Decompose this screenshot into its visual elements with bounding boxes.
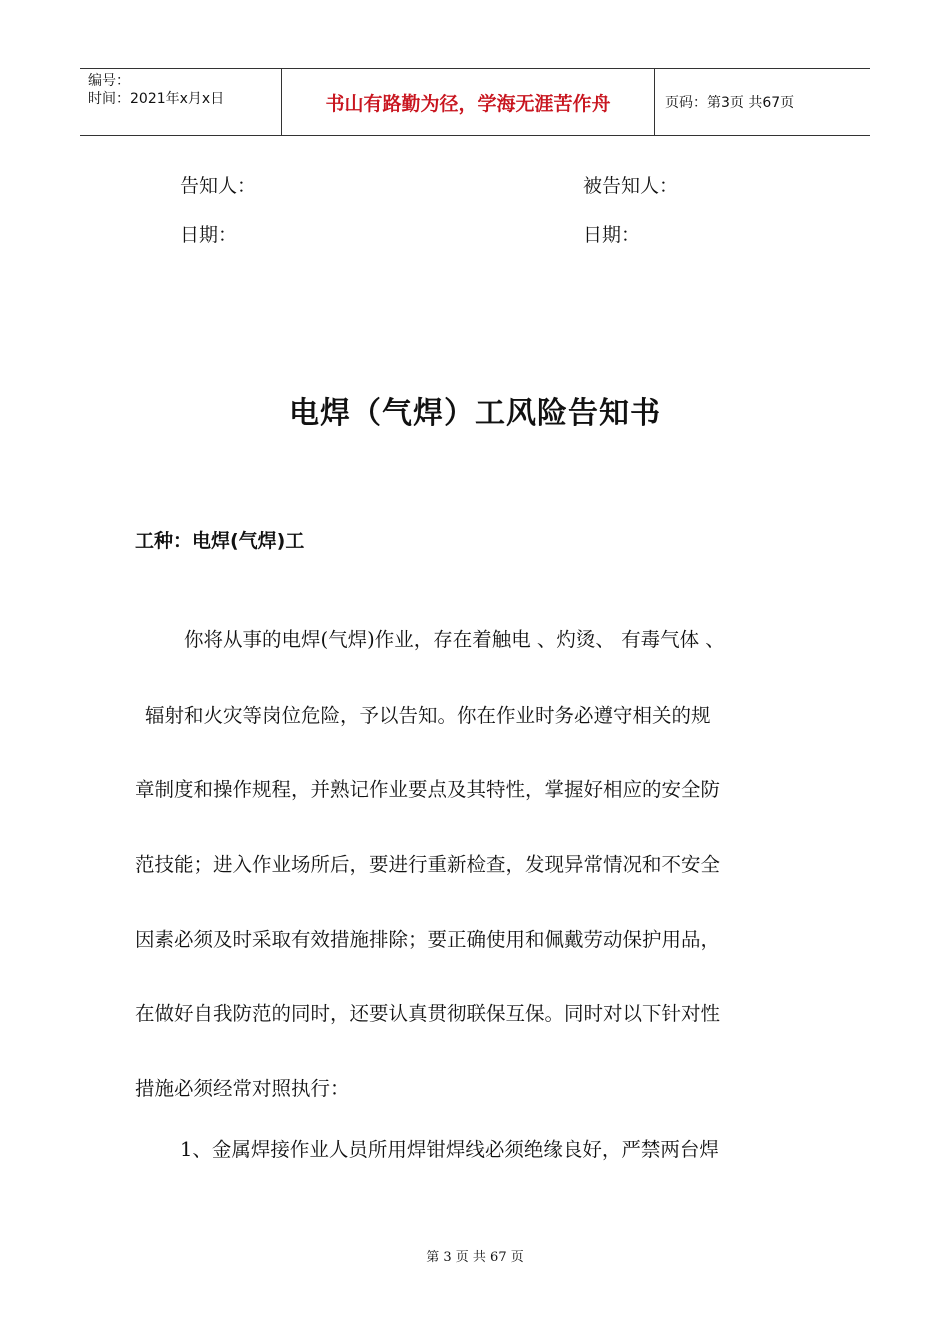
- date-label-left: 日期：: [180, 224, 238, 246]
- body-line: 辐射和火灾等岗位危险，予以告知。你在作业时务必遵守相关的规: [145, 704, 711, 727]
- date-label-right: 日期：: [583, 224, 641, 246]
- document-title: 电焊（气焊）工风险告知书: [289, 396, 661, 431]
- body-line: 1、金属焊接作业人员所用焊钳焊线必须绝缘良好，严禁两台焊: [180, 1138, 719, 1161]
- notifier-label: 告知人：: [180, 175, 257, 197]
- header-time: 时间：2021年x月x日: [88, 91, 225, 107]
- work-type: 工种：电焊(气焊)工: [135, 530, 305, 552]
- header-meta: [80, 69, 282, 135]
- header-page-info: 页码：第3页 共67页: [665, 95, 795, 111]
- page-footer: 第 3 页 共 67 页: [426, 1250, 524, 1265]
- body-line: 在做好自我防范的同时，还要认真贯彻联保互保。同时对以下针对性: [135, 1002, 721, 1025]
- notified-label: 被告知人：: [583, 175, 679, 197]
- body-line: 章制度和操作规程，并熟记作业要点及其特性，掌握好相应的安全防: [135, 778, 721, 801]
- body-line: 范技能；进入作业场所后，要进行重新检查，发现异常情况和不安全: [135, 853, 721, 876]
- header-number: 编号：: [88, 73, 130, 89]
- page-header: [80, 68, 870, 136]
- body-line: 你将从事的电焊(气焊)作业，存在着触电 、灼烫、 有毒气体 、: [184, 628, 725, 651]
- header-motto: 书山有路勤为径，学海无涯苦作舟: [282, 69, 655, 135]
- body-line: 措施必须经常对照执行：: [135, 1077, 350, 1100]
- body-line: 因素必须及时采取有效措施排除；要正确使用和佩戴劳动保护用品，: [135, 928, 721, 951]
